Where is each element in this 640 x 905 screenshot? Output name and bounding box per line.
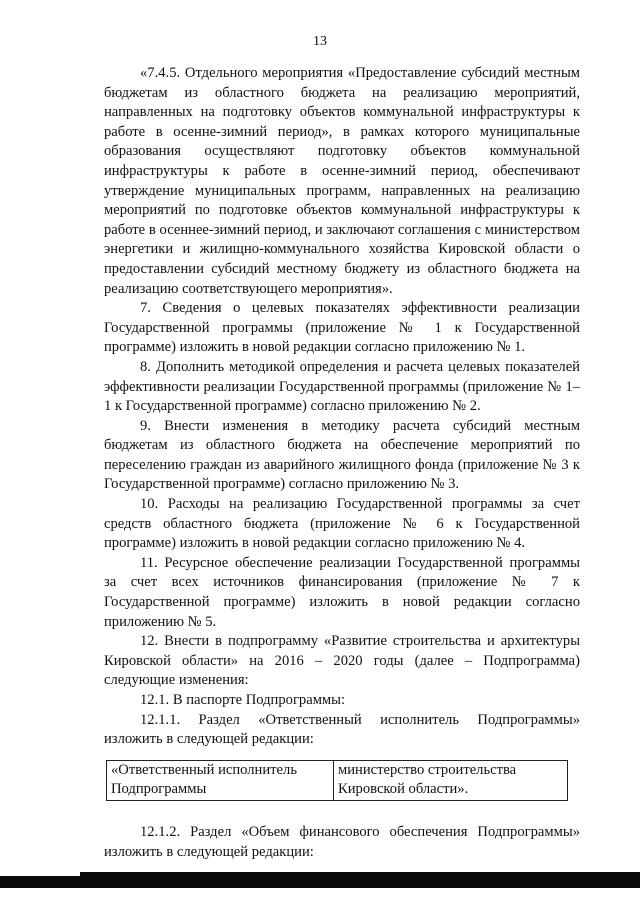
paragraph-11: 11. Ресурсное обеспечение реализации Государственной программы за счет всех источников финансирования (приложение № 7 к Государственной программе) изложить в новой редакции согласно приложению № 5. bbox=[104, 554, 580, 630]
paragraph-12-1-2: 12.1.2. Раздел «Объем финансового обеспечения Подпрограммы» изложить в следующей редакции: bbox=[104, 823, 580, 860]
paragraph-10: 10. Расходы на реализацию Государственной программы за счет средств областного бюджета (приложение № 6 к Государственной программе) изложить в новой редакции согласно приложению № 4. bbox=[104, 496, 580, 552]
paragraph-12: 12. Внести в подпрограмму «Развитие строительства и архитектуры Кировской области» на 2016 – 2020 годы (далее – Подпрограмма) следующие изменения: bbox=[104, 633, 580, 689]
paragraph-7: 7. Сведения о целевых показателях эффективности реализации Государственной программы (приложение № 1 к Государственной программе) изложить в новой редакции согласно приложению № 1. bbox=[104, 300, 580, 356]
paragraph-12-1-1: 12.1.1. Раздел «Ответственный исполнитель Подпрограммы» изложить в следующей редакции: bbox=[104, 711, 580, 748]
table-row bbox=[107, 760, 568, 800]
table-cell-left: «Ответственный исполнитель Подпрограммы bbox=[107, 760, 334, 800]
paragraph-7-4-5: «7.4.5. Отдельного мероприятия «Предоставление субсидий местным бюджетам из областного бюджета на реализацию мероприятий, направленных на подготовку объектов коммунальной инфраструктуры к работе в осенне-зимний период», в рамках которого муниципальные образования осуществляют подготовку объектов коммунальной инфраструктуры к работе в осенне-зимний период, обеспечивают утверждение муниципальных программ, направленных на реализацию мероприятий по подготовке объектов коммунальной инфраструктуры к работе в осеннее-зимний период, и заключают соглашения с министерством энергетики и жилищно-коммунального хозяйства Кировской области о предоставлении субсидий местному бюджету из областного бюджета на реализацию соответствующего мероприятия». bbox=[104, 65, 580, 297]
scan-edge-bar bbox=[0, 876, 640, 888]
page-number: 13 bbox=[313, 34, 327, 49]
paragraph-8: 8. Дополнить методикой определения и расчета целевых показателей эффективности реализации Государственной программы (приложение № 1–1 к Государственной программе) согласно приложению № 2. bbox=[104, 358, 580, 415]
paragraph-12-1: 12.1. В паспорте Подпрограммы: bbox=[140, 692, 346, 708]
document-body bbox=[104, 64, 580, 862]
table-cell-right: министерство строительства Кировской области». bbox=[334, 760, 568, 800]
paragraph-9: 9. Внести изменения в методику расчета субсидий местным бюджетам из областного бюджета на обеспечение мероприятий по переселению граждан из аварийного жилищного фонда (приложение № 3 к Государственной программе) согласно приложению № 3. bbox=[104, 417, 580, 493]
responsible-executor-table bbox=[106, 760, 568, 801]
